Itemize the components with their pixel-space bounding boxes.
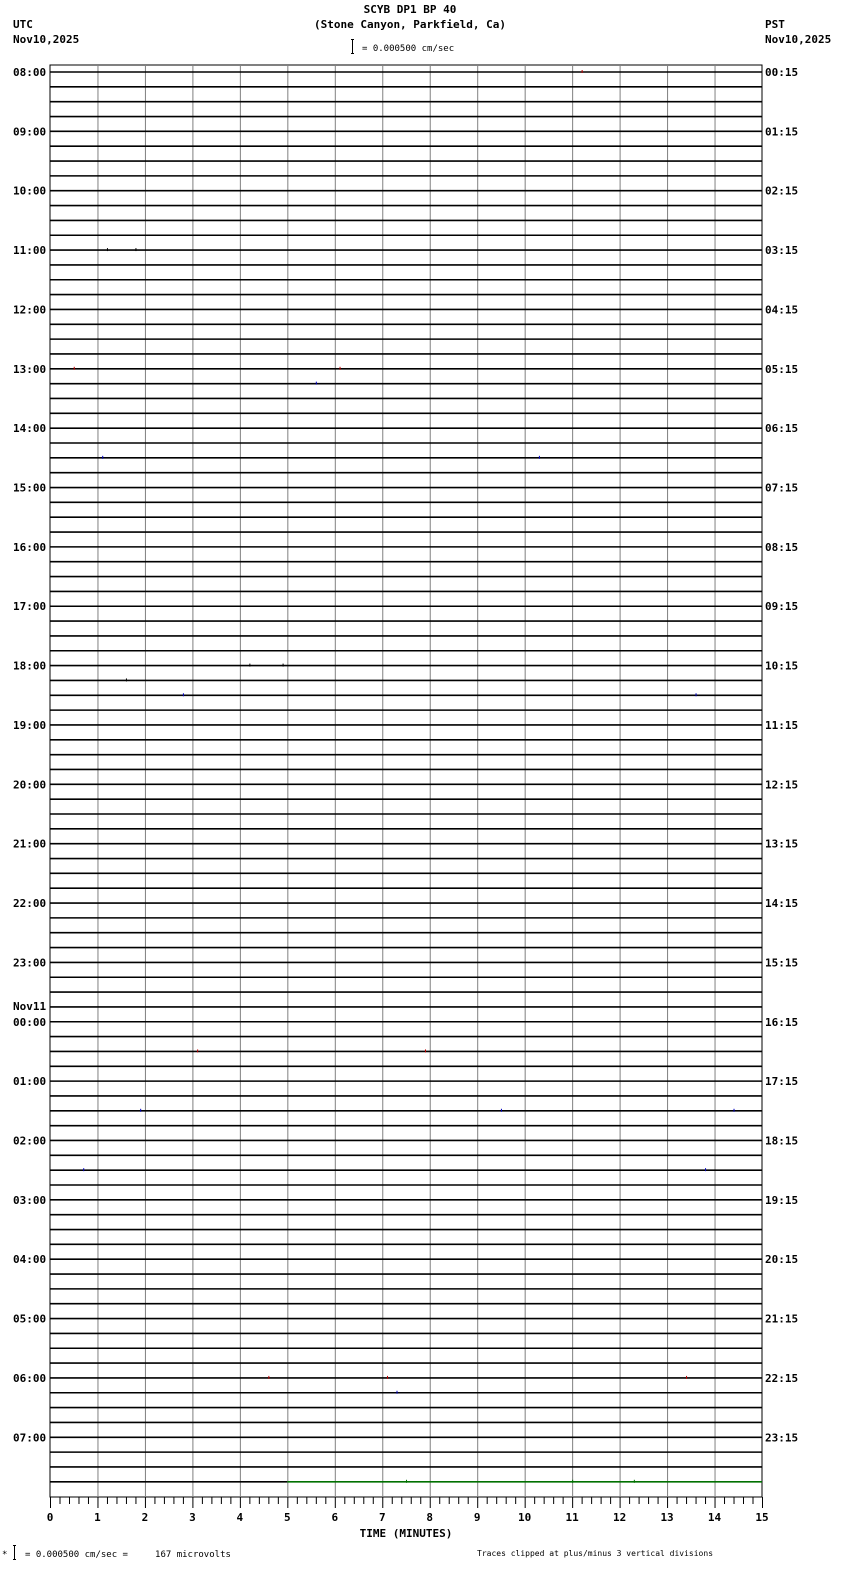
right-hour-label: 08:15 [765, 540, 799, 554]
date-change-label: Nov11 [13, 999, 47, 1013]
left-hour-label: 15:00 [13, 481, 47, 495]
left-hour-label: 16:00 [13, 540, 47, 554]
trace-event [102, 456, 103, 459]
right-hour-label: 02:15 [765, 184, 799, 198]
left-date: Nov10,2025 [13, 33, 80, 46]
trace-event [83, 1168, 84, 1171]
left-hour-label: 22:00 [13, 897, 47, 911]
trace-event [268, 1376, 269, 1379]
x-tick-label: 9 [473, 1511, 481, 1524]
trace-event [572, 1480, 573, 1483]
left-hour-label: 21:00 [13, 837, 47, 851]
trace-event [74, 367, 75, 370]
x-tick-label: 8 [426, 1511, 434, 1524]
x-tick-label: 2 [141, 1511, 149, 1524]
x-tick-label: 4 [236, 1511, 244, 1524]
right-hour-label: 05:15 [765, 362, 799, 376]
right-hour-label: 07:15 [765, 481, 799, 495]
right-hour-label: 00:15 [765, 66, 799, 79]
left-hour-label: 03:00 [13, 1193, 47, 1207]
right-hour-label: 19:15 [765, 1193, 799, 1207]
x-tick-label: 13 [660, 1511, 674, 1524]
trace-event [582, 70, 583, 73]
x-tick-label: 10 [518, 1511, 532, 1524]
trace-event [705, 1168, 706, 1171]
trace-event [140, 1109, 141, 1112]
left-hour-label: 06:00 [13, 1371, 47, 1385]
right-hour-label: 14:15 [765, 897, 799, 911]
trace-event [634, 1480, 635, 1483]
right-hour-label: 04:15 [765, 303, 799, 317]
x-tick-label: 15 [755, 1511, 769, 1524]
chart-subtitle: (Stone Canyon, Parkfield, Ca) [313, 18, 507, 31]
left-hour-label: 07:00 [13, 1431, 47, 1445]
trace-event [249, 664, 250, 667]
right-hour-label: 01:15 [765, 125, 799, 139]
footer-scale-text: = 0.000500 cm/sec = 167 microvolts [25, 1550, 231, 1560]
left-hour-label: 10:00 [13, 184, 47, 198]
trace-event [197, 1049, 198, 1052]
right-timezone: PST [765, 18, 785, 31]
left-hour-label: 20:00 [13, 778, 47, 792]
trace-event [406, 1480, 407, 1483]
x-tick-label: 14 [707, 1511, 722, 1524]
left-hour-label: 14:00 [13, 422, 47, 436]
right-hour-label: 16:15 [765, 1015, 799, 1029]
left-hour-label: 18:00 [13, 659, 47, 673]
trace-event [126, 678, 127, 681]
right-hour-label: 10:15 [765, 659, 799, 673]
left-hour-label: 02:00 [13, 1134, 47, 1148]
right-date: Nov10,2025 [765, 33, 832, 46]
left-hour-label: 05:00 [13, 1312, 47, 1326]
trace-event [283, 664, 284, 667]
x-tick-label: 0 [46, 1511, 54, 1524]
left-hour-label: 01:00 [13, 1075, 47, 1089]
trace-event [501, 1109, 502, 1112]
trace-event [340, 367, 341, 370]
left-hour-label: 11:00 [13, 244, 47, 258]
trace-event [387, 1376, 388, 1379]
right-hour-label: 22:15 [765, 1371, 799, 1385]
trace-event [734, 1109, 735, 1112]
footer-scale-bar-icon [13, 1545, 16, 1560]
trace-event [539, 456, 540, 459]
left-hour-label: 09:00 [13, 125, 47, 139]
x-tick-label: 11 [565, 1511, 579, 1524]
left-hour-label: 12:00 [13, 303, 47, 317]
trace-event [135, 248, 136, 251]
trace-event [107, 248, 108, 251]
left-hour-label: 04:00 [13, 1253, 47, 1267]
right-hour-label: 13:15 [765, 837, 799, 851]
right-hour-label: 09:15 [765, 600, 799, 614]
x-tick-label: 3 [189, 1511, 196, 1524]
right-hour-label: 17:15 [765, 1075, 799, 1089]
trace-event [425, 1049, 426, 1052]
right-hour-label: 18:15 [765, 1134, 799, 1148]
x-tick-label: 5 [284, 1511, 291, 1524]
trace-event [696, 693, 697, 696]
x-tick-label: 1 [94, 1511, 101, 1524]
left-hour-label: 00:00 [13, 1015, 47, 1029]
trace-event [397, 1391, 398, 1394]
right-hour-label: 20:15 [765, 1253, 799, 1267]
x-tick-label: 7 [378, 1511, 386, 1524]
left-hour-label: 13:00 [13, 362, 47, 376]
trace-event [183, 693, 184, 696]
left-hour-label: 23:00 [13, 956, 47, 970]
left-hour-label: 08:00 [13, 66, 47, 79]
footer-scale-mark: * [2, 1550, 8, 1560]
header-scale-text: = 0.000500 cm/sec [362, 44, 455, 54]
right-hour-label: 23:15 [765, 1431, 799, 1445]
x-tick-label: 6 [331, 1511, 339, 1524]
left-timezone: UTC [13, 18, 33, 31]
trace-event [316, 382, 317, 385]
clip-note: Traces clipped at plus/minus 3 vertical divisions [477, 1549, 714, 1558]
x-tick-label: 12 [612, 1511, 627, 1524]
right-hour-label: 21:15 [765, 1312, 799, 1326]
x-axis-label: TIME (MINUTES) [359, 1527, 453, 1540]
chart-title: SCYB DP1 BP 40 [363, 3, 457, 16]
trace-event [686, 1376, 687, 1379]
right-hour-label: 15:15 [765, 956, 799, 970]
right-hour-label: 06:15 [765, 422, 799, 436]
right-hour-label: 03:15 [765, 244, 799, 258]
right-hour-label: 12:15 [765, 778, 799, 792]
left-hour-label: 17:00 [13, 600, 47, 614]
right-hour-label: 11:15 [765, 718, 799, 732]
left-hour-label: 19:00 [13, 718, 47, 732]
